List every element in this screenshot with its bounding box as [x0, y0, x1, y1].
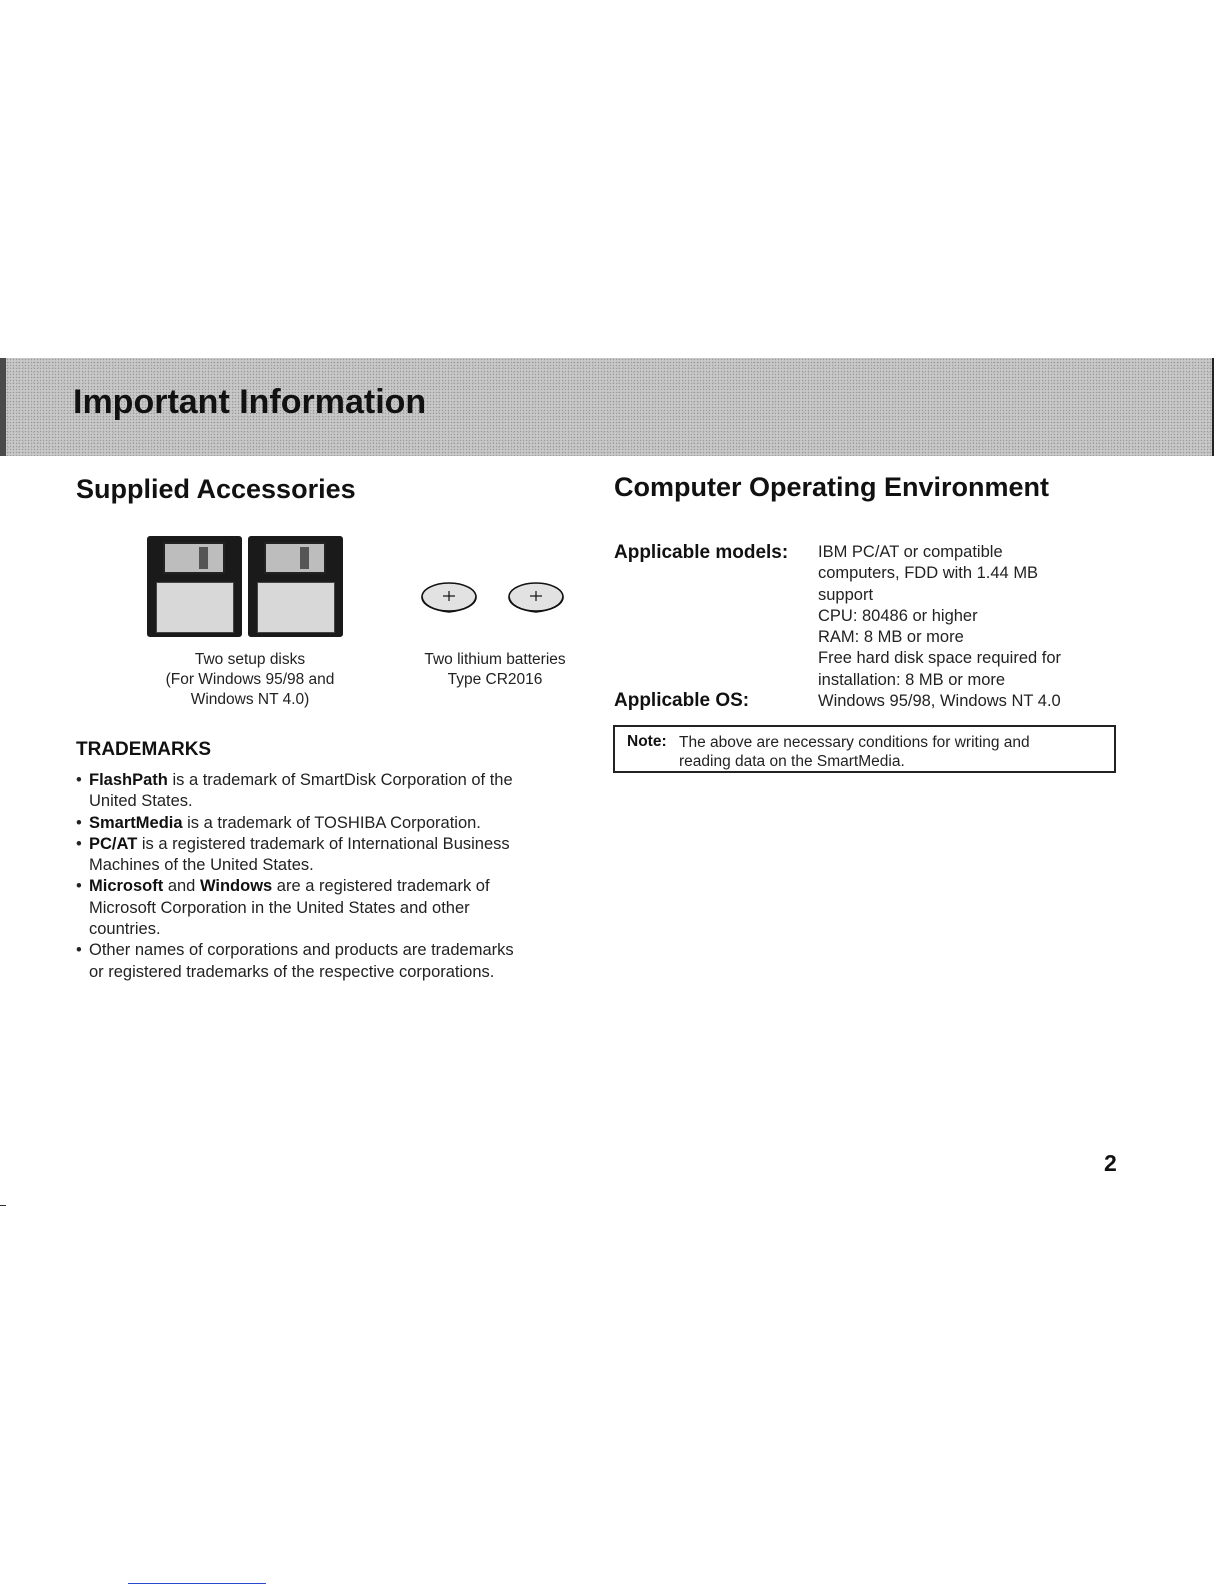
list-item: • SmartMedia is a trademark of TOSHIBA Corporation.: [76, 813, 481, 832]
batteries-caption: Two lithium batteries Type CR2016: [424, 651, 566, 688]
trademarks-list: [76, 770, 596, 983]
accessories-heading: Supplied Accessories: [76, 474, 356, 504]
bottom-link-underline: [128, 1583, 266, 1584]
models-label: Applicable models:: [614, 542, 789, 563]
list-item: • FlashPath is a trademark of SmartDisk Corporation of the United States.: [76, 771, 513, 811]
scan-mark: [0, 1205, 6, 1206]
floppy-disk-icon: [248, 536, 343, 637]
floppy-disk-icon: [147, 536, 242, 637]
note-text: The above are necessary conditions for writing and reading data on the SmartMedia.: [679, 734, 1030, 770]
coin-battery-icon: [420, 580, 478, 614]
os-value: Windows 95/98, Windows NT 4.0: [818, 692, 1061, 710]
coin-battery-icon: [507, 580, 565, 614]
band-right-edge: [1212, 358, 1214, 456]
note-box: [613, 725, 1116, 773]
models-value: IBM PC/AT or compatible computers, FDD with 1.44 MB support CPU: 80486 or higher RAM: 8 MB or more Free hard disk space required for installation: 8 MB or more: [818, 543, 1062, 689]
page-number: 2: [1104, 1150, 1117, 1176]
disks-caption: Two setup disks (For Windows 95/98 and Windows NT 4.0): [165, 651, 335, 708]
environment-heading: Computer Operating Environment: [614, 472, 1050, 502]
list-item: • PC/AT is a registered trademark of International Business Machines of the United States.: [76, 834, 510, 875]
list-item: • Microsoft and Windows are a registered trademark of Microsoft Corporation in the United States and other countries.: [76, 877, 490, 939]
trademarks-heading: TRADEMARKS: [76, 739, 212, 760]
list-item: • Other names of corporations and products are trademarks or registered trademarks of the respective corporations.: [76, 941, 514, 981]
note-label: Note:: [627, 733, 667, 750]
os-label: Applicable OS:: [614, 690, 750, 711]
page-title: Important Information: [73, 383, 427, 421]
band-left-edge: [0, 358, 6, 456]
